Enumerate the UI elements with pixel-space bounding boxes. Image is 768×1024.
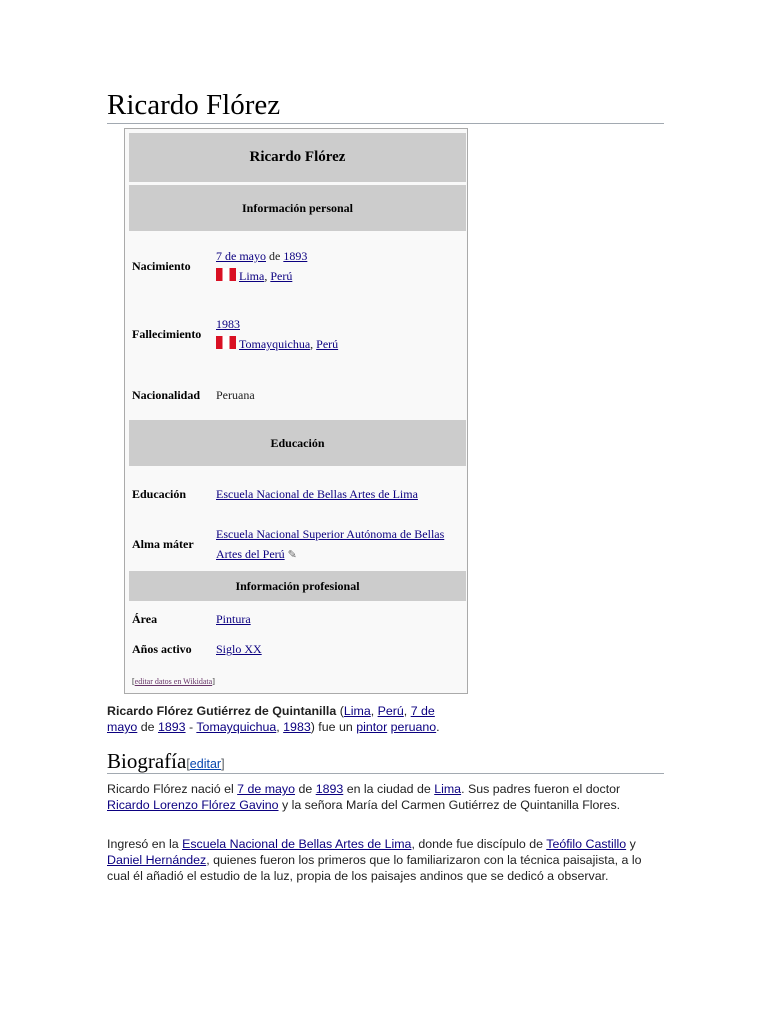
death-label: Fallecimiento (132, 326, 202, 341)
edit-section-link[interactable]: editar (189, 757, 222, 771)
years-link[interactable]: Siglo XX (216, 642, 262, 656)
nationality-value: Peruana (216, 388, 255, 402)
lead-text: ( (336, 704, 344, 718)
biografia-heading-text: Biografía (107, 749, 187, 773)
bio-text: . Sus padres fueron el doctor (461, 782, 621, 796)
area-label: Área (132, 611, 158, 626)
birth-de-text: de (266, 249, 284, 263)
birth-year-link[interactable]: 1893 (283, 249, 308, 263)
edit-bracket: ] (221, 757, 225, 771)
bio-date-link[interactable]: 7 de mayo (237, 782, 296, 796)
wikidata-bracket-close: ] (212, 677, 215, 686)
wikidata-edit (132, 677, 215, 686)
birth-day-link[interactable]: 7 de mayo (216, 249, 266, 263)
section-divider (107, 773, 664, 774)
death-value (216, 314, 462, 354)
nationality-row (132, 385, 462, 405)
title-divider (107, 123, 664, 124)
infobox-title: Ricardo Flórez (129, 133, 466, 182)
bio-text: de (295, 782, 316, 796)
lead-lima-link[interactable]: Lima (343, 704, 371, 718)
nationality-label: Nacionalidad (132, 387, 201, 402)
infobox-section-professional: Información profesional (129, 571, 466, 601)
birth-label: Nacimiento (132, 258, 191, 273)
lead-paragraph (107, 703, 467, 735)
wikidata-edit-link[interactable]: editar datos en Wikidata (134, 677, 213, 686)
bio-text: y (626, 837, 636, 851)
bio-text: Ricardo Flórez nació el (107, 782, 238, 796)
infobox-section-education: Educación (129, 420, 466, 466)
bio-text: , donde fue discípulo de (411, 837, 547, 851)
bio-year-link[interactable]: 1893 (315, 782, 344, 796)
edit-bracket: [ (186, 757, 190, 771)
death-country-link[interactable]: Perú (316, 337, 339, 351)
area-link[interactable]: Pintura (216, 612, 251, 626)
education-label: Educación (132, 486, 187, 501)
lead-text: , (403, 704, 411, 718)
education-row (132, 484, 462, 504)
peru-flag-icon (216, 268, 236, 281)
bio-school-link[interactable]: Escuela Nacional de Bellas Artes de Lima (182, 837, 412, 851)
infobox (124, 128, 468, 694)
death-row (132, 311, 462, 357)
lead-text: de (137, 720, 158, 734)
wikidata-bracket-open: [ (132, 677, 135, 686)
lead-text: , (276, 720, 284, 734)
birth-value (216, 246, 462, 286)
lead-text: , (370, 704, 378, 718)
lead-tomayquichua-link[interactable]: Tomayquichua (196, 720, 277, 734)
education-link[interactable]: Escuela Nacional de Bellas Artes de Lima (216, 487, 418, 501)
alma-link[interactable]: Escuela Nacional Superior Autónoma de Bellas Artes del Perú (216, 526, 445, 561)
lead-date-link[interactable]: 7 de mayo (107, 704, 435, 734)
death-year-link[interactable]: 1983 (216, 317, 240, 331)
lead-text: - (185, 720, 197, 734)
bio-paragraph-1 (107, 781, 662, 813)
bio-text: en la ciudad de (343, 782, 435, 796)
years-row (132, 639, 462, 659)
lead-1893-link[interactable]: 1893 (157, 720, 186, 734)
lead-bold-name: Ricardo Flórez Gutiérrez de Quintanilla (107, 704, 337, 718)
years-label: Años activo (132, 641, 192, 656)
bio-text: , quienes fueron los primeros que lo familiarizaron con la técnica paisajista, a lo cual él añadió el estudio de la luz, propia de los paisajes andinos que se dedicó a observar. (107, 853, 642, 883)
area-row (132, 609, 462, 629)
lead-pintor-link[interactable]: pintor (356, 720, 388, 734)
section-edit (186, 757, 224, 771)
alma-label: Alma máter (132, 536, 194, 551)
bio-text: Ingresó en la (107, 837, 183, 851)
bio-lima-link[interactable]: Lima (434, 782, 462, 796)
birth-country-link[interactable]: Perú (270, 269, 293, 283)
lead-peru-link[interactable]: Perú (377, 704, 404, 718)
peru-flag-icon (216, 336, 236, 349)
death-place-link[interactable]: Tomayquichua (239, 337, 311, 351)
pencil-icon[interactable]: ✎ (287, 548, 297, 561)
lead-text: ) fue un (310, 720, 357, 734)
lead-peruano-link[interactable]: peruano (390, 720, 437, 734)
birth-city-link[interactable]: Lima (239, 269, 265, 283)
lead-text: . (436, 720, 440, 734)
birth-sep: , (264, 269, 271, 283)
infobox-section-personal: Información personal (129, 185, 466, 231)
death-sep: , (310, 337, 317, 351)
page-title: Ricardo Flórez (107, 89, 281, 121)
bio-daniel-link[interactable]: Daniel Hernández (107, 853, 207, 867)
bio-paragraph-2 (107, 836, 662, 884)
bio-text: y la señora María del Carmen Gutiérrez de Quintanilla Flores. (278, 798, 621, 812)
birth-row (132, 243, 462, 289)
section-heading-biografia (107, 749, 225, 774)
lead-1983-link[interactable]: 1983 (283, 720, 311, 734)
alma-row (132, 524, 462, 564)
bio-teofilo-link[interactable]: Teófilo Castillo (546, 837, 627, 851)
bio-father-link[interactable]: Ricardo Lorenzo Flórez Gavino (107, 798, 279, 812)
